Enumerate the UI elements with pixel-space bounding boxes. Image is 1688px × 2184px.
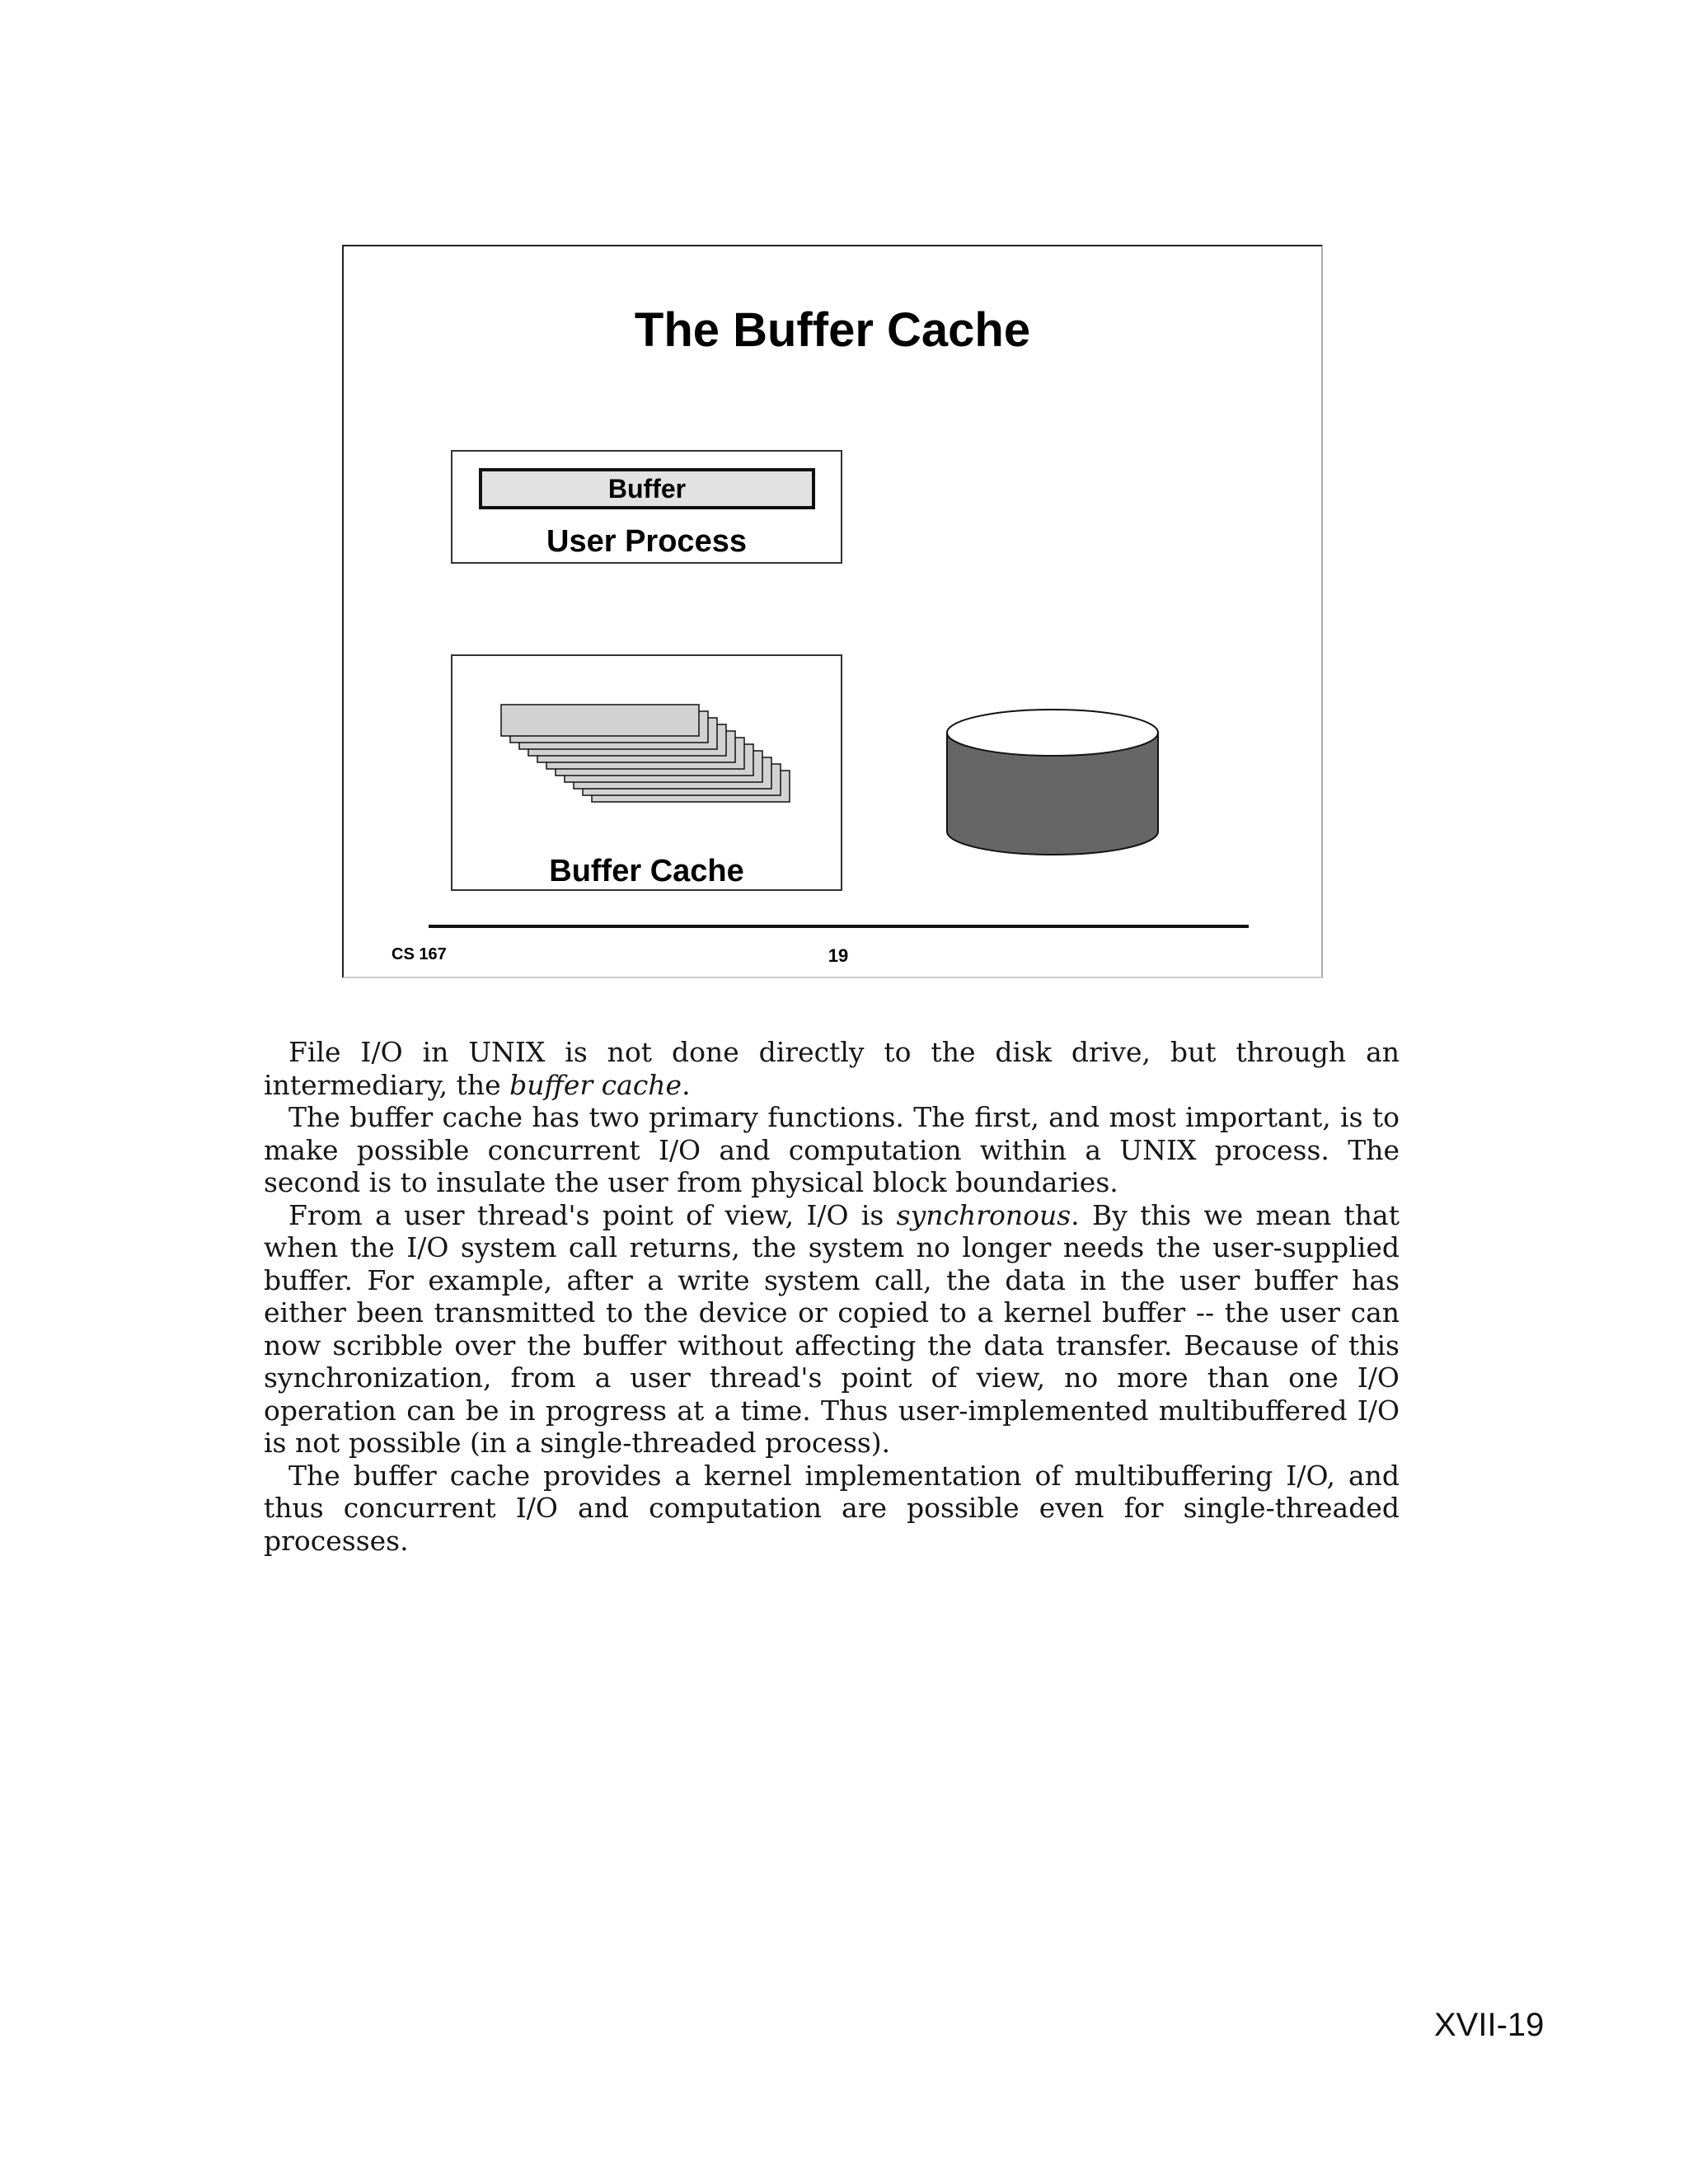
slide-title: The Buffer Cache: [634, 303, 1031, 357]
user-buffer-box: Buffer: [479, 468, 815, 509]
paragraph-3: From a user thread's point of view, I/O is synchronous. By this we mean that when the I/O system call returns, the system no longer needs the user-supplied buffer. For example, after a write system call, the data in the user buffer has either been transmitted to the device or copied to a kernel buffer -- the user can now scribble over the buffer without affecting the data transfer. Because of this synchronization, from a user thread's point of view, no more than one I/O operation can be in progress at a time. Thus user-implemented multibuffered I/O is not possible (in a single-threaded process).: [264, 1198, 1400, 1459]
slide-footer-rule: [429, 925, 1249, 928]
user-process-box: [451, 450, 842, 564]
paragraph-4: The buffer cache provides a kernel implementation of multibuffering I/O, and thus concurrent I/O and computation are possible even for single-threaded processes.: [264, 1459, 1400, 1557]
user-process-label: User Process: [546, 524, 747, 559]
slide-course-label: CS 167: [392, 945, 447, 963]
disk-drive-icon: [945, 708, 1168, 856]
page-number: XVII-19: [1434, 2007, 1545, 2043]
buffer-cache-label: Buffer Cache: [549, 854, 744, 888]
cache-pages-stack: [498, 701, 795, 841]
buffer-cache-box: [451, 654, 842, 891]
slide-number: 19: [828, 945, 849, 966]
paragraph-1: File I/O in UNIX is not done directly to the disk drive, but through an intermediary, the buffer cache.: [264, 1036, 1400, 1101]
body-text: [264, 1036, 1400, 1557]
slide-figure: [342, 245, 1323, 978]
cache-page: [501, 705, 699, 736]
paragraph-2: The buffer cache has two primary functions. The first, and most important, is to make possible concurrent I/O and computation within a UNIX process. The second is to insulate the user from physical block boundaries.: [264, 1101, 1400, 1198]
disk-top: [947, 710, 1158, 756]
